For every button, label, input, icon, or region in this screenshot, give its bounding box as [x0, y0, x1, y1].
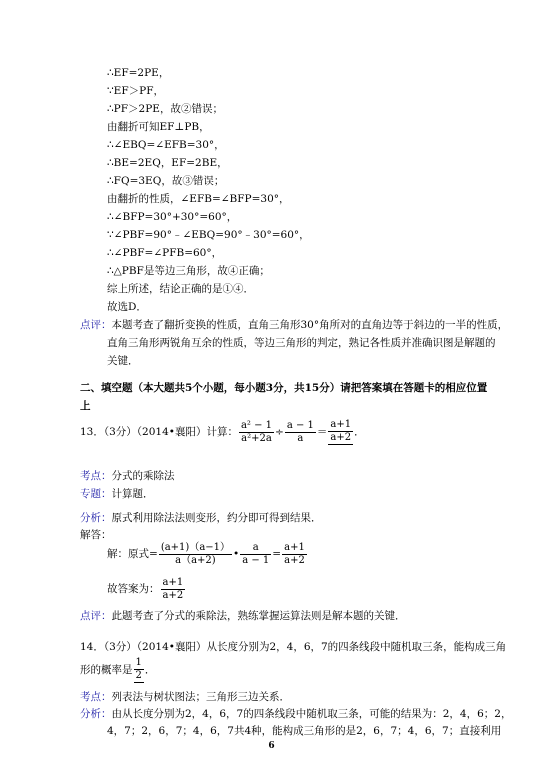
fenxi-label: 分析：: [80, 512, 112, 524]
q13-div: ÷: [275, 426, 284, 438]
q13-fenxi: [80, 511, 322, 525]
proof-line: ∴BE=2EQ，EF=2BE，: [107, 157, 228, 169]
comment-label: 点评：: [80, 319, 112, 331]
q13-answer-fraction: $\frac{a+1}{a+2}$: [330, 419, 352, 443]
kaodian-text: 列表法与树状图法；三角形三边关系．: [111, 691, 290, 703]
proof-line: ∴∠EBQ=∠EFB=30°，: [107, 139, 225, 151]
proof-line: ∴∠BFP=30°+30°=60°，: [107, 211, 238, 223]
eq-op: =: [272, 548, 282, 560]
comment-block: [80, 318, 508, 332]
proof-line: ∴PF＞2PE，故②错误；: [107, 103, 223, 115]
section-heading-cont: 上: [80, 400, 91, 412]
proof-line: ∵∠PBF=90°﹣∠EBQ=90°﹣30°=60°，: [107, 229, 310, 241]
q14-prefix: 形的概率是: [80, 664, 133, 676]
ans-prefix: 故答案为：: [107, 583, 160, 595]
q14-kaodian: [80, 690, 290, 704]
fenxi-text: 由从长度分别为2，4，6，7的四条线段中随机取三条，可能的结果为：2，4，6；2，: [111, 708, 512, 720]
question-14-line1: 14．（3分）（2014•襄阳）从长度分别为2，4，6，7的四条线段中随机取三条，能构成三角: [80, 641, 507, 653]
q14-fenxi: [80, 707, 511, 721]
jie-prefix: 解：原式=: [107, 548, 158, 560]
step-result-fraction: $\frac{a+1}{a+2}$: [284, 541, 305, 566]
q13-fraction-2: $\frac{a - 1}{a}$: [286, 419, 314, 444]
q13-prefix: 13．（3分）（2014•襄阳）计算：: [80, 426, 238, 438]
q14-answer-fraction: $\frac{1}{2}$: [135, 657, 142, 681]
q13-suffix: ．: [354, 426, 365, 438]
ans-fraction: $\frac{a+1}{a+2}$: [162, 576, 184, 601]
question-13: [80, 418, 365, 446]
zhuanti-text: 计算题．: [111, 488, 154, 500]
fenxi-text: 4，7；2，6，7；4，6，7共4种，能构成三角形的是2，6，7；4，6，7；直接利用: [107, 725, 502, 737]
proof-line: 由翻折可知EF⊥PB，: [107, 121, 210, 133]
proof-line: ∴FQ=3EQ，故③错误；: [107, 175, 225, 187]
kaodian-label: 考点：: [80, 470, 112, 482]
q13-comment: [80, 609, 406, 623]
proof-line: ∴EF=2PE，: [107, 67, 170, 79]
comment-text: 本题考查了翻折变换的性质，直角三角形30°角所对的直角边等于斜边的一半的性质，: [111, 319, 509, 331]
proof-line: ∴△PBF是等边三角形，故④正确；: [107, 265, 270, 277]
comment-text: 关键．: [107, 355, 139, 367]
page-number: 6: [268, 741, 275, 751]
proof-line: ∵EF＞PF，: [107, 85, 164, 97]
zhuanti-label: 专题：: [80, 488, 112, 500]
q13-kaodian: [80, 469, 175, 483]
q13-jieda-label: 解答：: [80, 529, 112, 541]
proof-line: ∴∠PBF=∠PFB=60°，: [107, 247, 223, 259]
step-fraction-1: $\frac{(a+1)(a-1)}{a(a+2)}$: [160, 541, 231, 566]
step-fraction-2: $\frac{a}{a - 1}$: [242, 541, 270, 566]
proof-line: 由翻折的性质，∠EFB=∠BFP=30°，: [107, 193, 290, 205]
q13-equals: ＝: [316, 426, 328, 438]
proof-line: 综上所述，结论正确的是①④．: [107, 283, 254, 295]
q13-solution-step: [107, 541, 308, 567]
q14-suffix: ．: [144, 664, 156, 676]
fenxi-text: 原式利用除法法则变形，约分即可得到结果．: [111, 512, 322, 524]
dot-op: •: [233, 548, 240, 560]
comment-text: 直角三角形两锐角互余的性质，等边三角形的判定，熟记各性质并准确识图是解题的: [107, 337, 496, 349]
comment-label: 点评：: [80, 610, 112, 622]
q13-answer-line: [107, 576, 186, 602]
fenxi-label: 分析：: [80, 708, 112, 720]
q13-zhuanti: [80, 487, 154, 501]
question-14-line2: [80, 656, 155, 684]
kaodian-text: 分式的乘除法: [111, 470, 175, 482]
section-heading: 二、填空题（本大题共5个小题，每小题3分，共15分）请把答案填在答题卡的相应位置: [80, 382, 488, 394]
proof-line: 故选D．: [107, 301, 147, 313]
q13-fraction-1: $\frac{\text{a² − 1}}{\text{a²+2a}}$: [240, 419, 273, 444]
comment-text: 此题考查了分式的乘除法，熟练掌握运算法则是解本题的关键．: [111, 610, 406, 622]
kaodian-label: 考点：: [80, 691, 112, 703]
